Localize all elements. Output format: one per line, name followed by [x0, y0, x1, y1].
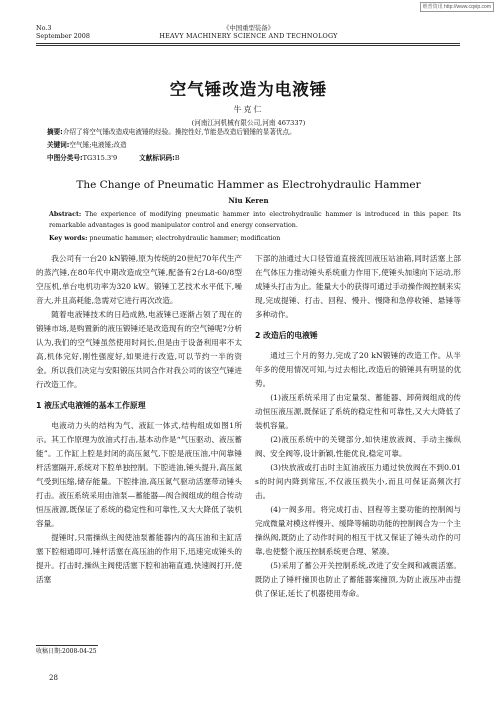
author-en: Niu Keren — [228, 196, 269, 205]
doc-code-value: B — [174, 154, 180, 162]
header-rule — [36, 43, 460, 44]
clc-value: TG315.3'9 — [82, 154, 118, 162]
footnote-rule — [36, 645, 98, 646]
paragraph: (5)采用了蓄公开关控制系统,改进了安全阀和减震活塞。既防止了锤杆撞顶也防止了蓄能器案撞顶,为防止液压冲击提供了保证,延长了机器使用寿命。 — [255, 561, 461, 598]
classification — [47, 153, 180, 163]
paragraph: 提锤时,只需操纵主阀使油泵蓄能器内的高压油和主缸活塞下腔相通即可,锤杆活塞在高压油的作用下,迅速完成锤头的提升。打击时,操纵主阀使活塞下腔和油箱直通,快速阀打开,使活塞 — [36, 533, 242, 584]
clc-label: 中图分类号: — [47, 154, 83, 162]
paragraph: 通过三个月的努力,完成了20 kN锻锤的改造工作。从半年多的使用情况可知,与过去相比,改造后的锻锤具有明显的优势。 — [255, 351, 461, 388]
affiliation-cn: (河南江河机械有限公司,河南 467337) — [191, 119, 306, 127]
paragraph: 电液动力头的结构为气、液缸一体式,结构组成如图1所示。其工作原理为放油式打击,基本动作是“气压驱动、液压蓄能”。工作缸上腔是封闭的高压氮气,下腔是液压油,中间靠锤杆活塞隔开,系统对下腔单独控制。下腔进油,锤头提升,高压氮气受到压缩,储存能量。下腔排油,高压氮气驱动活塞带动锤头打击。液压系统采用由油泵—蓄能器—阀合阀组成的组合传动恒压液源,既保证了系统的稳定性和可靠性,又大大降低了装机容量。 — [36, 421, 242, 528]
keywords-en-label: Key words: — [49, 235, 88, 242]
abstract-en-text: The experience of modifying pneumatic hammer into electrohydraulic hammer is introduced in this paper. Its remarkable advantages is good manipulator control and energy conservation. — [49, 211, 461, 229]
author-cn: 牛克仁 — [233, 105, 264, 114]
right-column — [255, 252, 461, 601]
page-number: 28 — [49, 674, 58, 682]
received-date: 收稿日期:2008-04-25 — [36, 648, 97, 655]
paragraph: (2)液压系统中的关键部分,如快速放液阀、手动主操纵阀、安全阀等,设计新颖,性能优良,稳定可靠。 — [255, 435, 461, 458]
keywords-cn-text: 空气锤;电液锤;改造 — [69, 141, 127, 149]
journal-title-en: HEAVY MACHINERY SCIENCE AND TECHNOLOGY — [159, 32, 338, 40]
keywords-cn — [47, 140, 127, 150]
doc-code-label: 文献标识码: — [139, 154, 175, 162]
keywords-cn-label: 关键词: — [47, 141, 70, 149]
paragraph: (1)液压系统采用了由定量泵、蓄能器、卸荷阀组成的传动恒压液压源,既保证了系统的稳定性和可靠性,又大大降低了装机容量。 — [255, 393, 461, 430]
abstract-cn — [47, 127, 296, 137]
header-rule-2 — [36, 45, 460, 46]
paragraph: (4)一阀多用。将完成打击、回程等主要功能的控制阀与完成微量对模这样慢升、缓降等辅助功能的控制阀合为一个主操纵阀,既防止了动作时间的相互干扰又保证了锤头动作的可靠,也使整个液压控制系统更合理、紧凑。 — [255, 505, 461, 556]
abstract-en-label: Abstract: — [49, 211, 82, 218]
paragraph: 我公司有一台20 kN锻锤,原为传统的20世纪70年代生产的蒸汽锤,在80年代中期改造成空气锤,配备有2台L8-60/8型空压机,单台电机功率为320 kW。锻锤工艺技术水平低下,噪音大,并且高耗能,急需对它进行再次改造。 — [36, 254, 242, 305]
paragraph: (3)快放液或打击时主缸油液压力通过快放阀在不到0.01 s的时间内降到常压,不仅液压损失小,而且可保证高频次打击。 — [255, 463, 461, 500]
keywords-en-text: pneumatic hammer; electrohydraulic hammer; modification — [89, 235, 281, 242]
abstract-en — [49, 210, 461, 231]
issue-date: September 2008 — [36, 32, 90, 40]
abstract-cn-label: 摘要: — [47, 128, 63, 136]
abstract-cn-text: 介绍了将空气锤改造成电液锤的经验。操控性好,节能是改造后锻锤的显著优点。 — [62, 128, 296, 136]
issue-number: No.3 — [36, 24, 52, 32]
paper-title-cn: 空气锤改造为电液锤 — [169, 80, 328, 99]
section-heading-1: 1 液压式电液锤的基本工作原理 — [36, 401, 146, 410]
left-column — [36, 252, 242, 587]
paragraph: 下部的油通过大口径管道直接流回液压站油箱,同时活塞上部在气体压力推动锤头系统重力作用下,使锤头加速向下运动,形成锤头打击为止。能量大小的获得可通过手动操作阀控制来实现,完成提锤、打击、回程、慢升、慢降和急停收锤、悬锤等多种动作。 — [255, 254, 461, 319]
paragraph: 随着电液锤技术的日趋成熟,电液锤已逐渐占领了现在的锻锤市场,是购置新的液压锻锤还是改造现有的空气锤呢?分析认为,我们的空气锤虽然使用时间长,但是由于设备利用率不太高,机体完好,刚性强度好,如果进行改造,可以节约一半的资金。所以我们决定与安阳锻压共同合作对我公司的该空气锤进行改造工作。 — [36, 310, 242, 389]
journal-title-cn: 《中国重型装备》 — [222, 24, 275, 32]
watermark-stamp: 维普资讯 http://www.cqvip.com — [420, 2, 494, 12]
paper-title-en: The Change of Pneumatic Hammer as Electrohydraulic Hammer — [76, 179, 421, 191]
keywords-en — [49, 234, 461, 245]
section-heading-2: 2 改造后的电液锤 — [255, 331, 318, 340]
